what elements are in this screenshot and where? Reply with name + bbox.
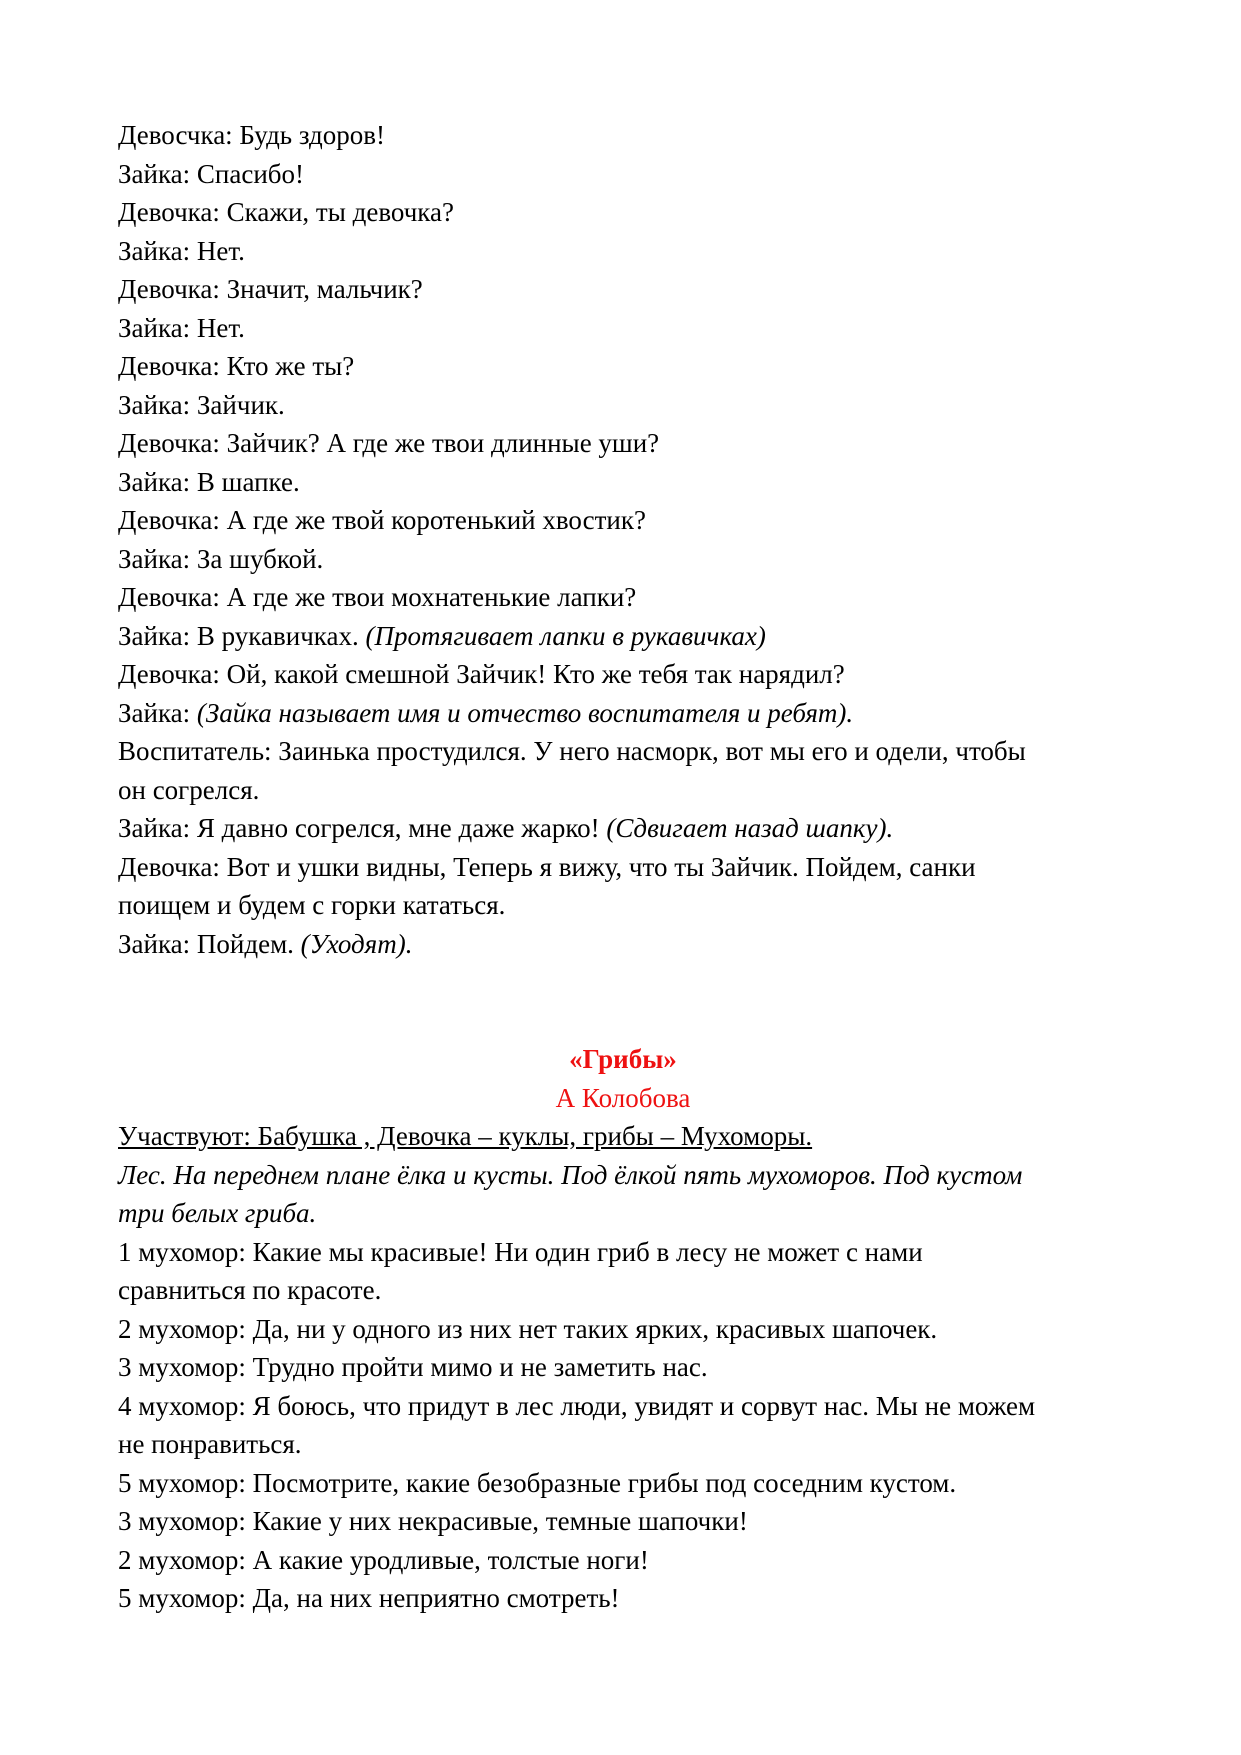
- dialogue-line: Зайка: В шапке.: [118, 466, 300, 497]
- dialogue-line: не понравиться.: [118, 1429, 302, 1459]
- dialogue-line: Девочка: Вот и ушки видны, Теперь я вижу, что ты Зайчик. Пойдем, санки: [118, 851, 976, 882]
- dialogue-line: Девочка: А где же твой коротенький хвостик?: [118, 505, 646, 535]
- dialogue-line: Девочка: Значит, мальчик?: [118, 274, 423, 304]
- dialogue-line: сравниться по красоте.: [118, 1275, 382, 1305]
- dialogue-line: Зайка: Зайчик.: [118, 389, 285, 420]
- dialogue-line: 5 мухомор: Да, на них неприятно смотреть!: [118, 1583, 620, 1613]
- stage-direction-line: Лес. На переднем плане ёлка и кусты. Под ёлкой пять мухоморов. Под кустом: [118, 1159, 1023, 1190]
- dialogue-line: Воспитатель: Заинька простудился. У него насморк, вот мы его и одели, чтобы: [118, 736, 1026, 766]
- dialogue-line: Зайка: Пойдем. (Уходят).: [118, 928, 413, 959]
- document-page: [118, 116, 1128, 1618]
- dialogue-block-1: [118, 116, 1128, 963]
- dialogue-line: 4 мухомор: Я боюсь, что придут в лес люди, увидят и сорвут нас. Мы не можем: [118, 1390, 1036, 1421]
- dialogue-line: Девочка: Скажи, ты девочка?: [118, 197, 454, 227]
- dialogue-line: Зайка: Спасибо!: [118, 158, 305, 189]
- section-title: «Грибы»: [569, 1044, 677, 1074]
- dialogue-line: Зайка: (Зайка называет имя и отчество воспитателя и ребят).: [118, 697, 854, 728]
- section-author: А Колобова: [555, 1082, 691, 1113]
- section-spacer: [118, 963, 1128, 1040]
- stage-note: (Уходят).: [300, 928, 413, 959]
- dialogue-line: Девочка: Кто же ты?: [118, 351, 355, 381]
- dialogue-line: 2 мухомор: Да, ни у одного из них нет таких ярких, красивых шапочек.: [118, 1313, 938, 1344]
- dialogue-line: он согрелся.: [118, 774, 260, 805]
- dialogue-line: 1 мухомор: Какие мы красивые! Ни один гриб в лесу не может с нами: [118, 1236, 923, 1267]
- dialogue-line: Девочка: А где же твои мохнатенькие лапки?: [118, 582, 637, 612]
- dialogue-line: Девочка: Зайчик? А где же твои длинные уши?: [118, 428, 660, 458]
- dialogue-line: 5 мухомор: Посмотрите, какие безобразные грибы под соседним кустом.: [118, 1467, 957, 1498]
- stage-note: (Сдвигает назад шапку).: [606, 813, 894, 843]
- dialogue-line: Зайка: За шубкой.: [118, 543, 324, 574]
- dialogue-line: 2 мухомор: А какие уродливые, толстые ноги!: [118, 1544, 649, 1575]
- dialogue-line: поищем и будем с горки кататься.: [118, 890, 506, 920]
- dialogue-line: Девочка: Ой, какой смешной Зайчик! Кто же тебя так нарядил?: [118, 659, 845, 689]
- dialogue-line: Девосчка: Будь здоров!: [118, 120, 386, 150]
- section-gribi: [118, 1040, 1128, 1618]
- stage-note: (Зайка называет имя и отчество воспитателя и ребят).: [196, 697, 854, 728]
- dialogue-line: Зайка: В рукавичках. (Протягивает лапки в рукавичках): [118, 620, 766, 651]
- dialogue-line: 3 мухомор: Какие у них некрасивые, темные шапочки!: [118, 1506, 748, 1536]
- dialogue-line: Зайка: Я давно согрелся, мне даже жарко! (Сдвигает назад шапку).: [118, 813, 894, 843]
- dialogue-line: Зайка: Нет.: [118, 235, 245, 266]
- dialogue-line: Зайка: Нет.: [118, 312, 245, 343]
- dialogue-line: 3 мухомор: Трудно пройти мимо и не заметить нас.: [118, 1352, 708, 1382]
- participants-line: Участвуют: Бабушка , Девочка – куклы, грибы – Мухоморы.: [118, 1121, 813, 1151]
- stage-note: (Протягивает лапки в рукавичках): [365, 620, 766, 651]
- stage-direction-line: три белых гриба.: [118, 1198, 317, 1228]
